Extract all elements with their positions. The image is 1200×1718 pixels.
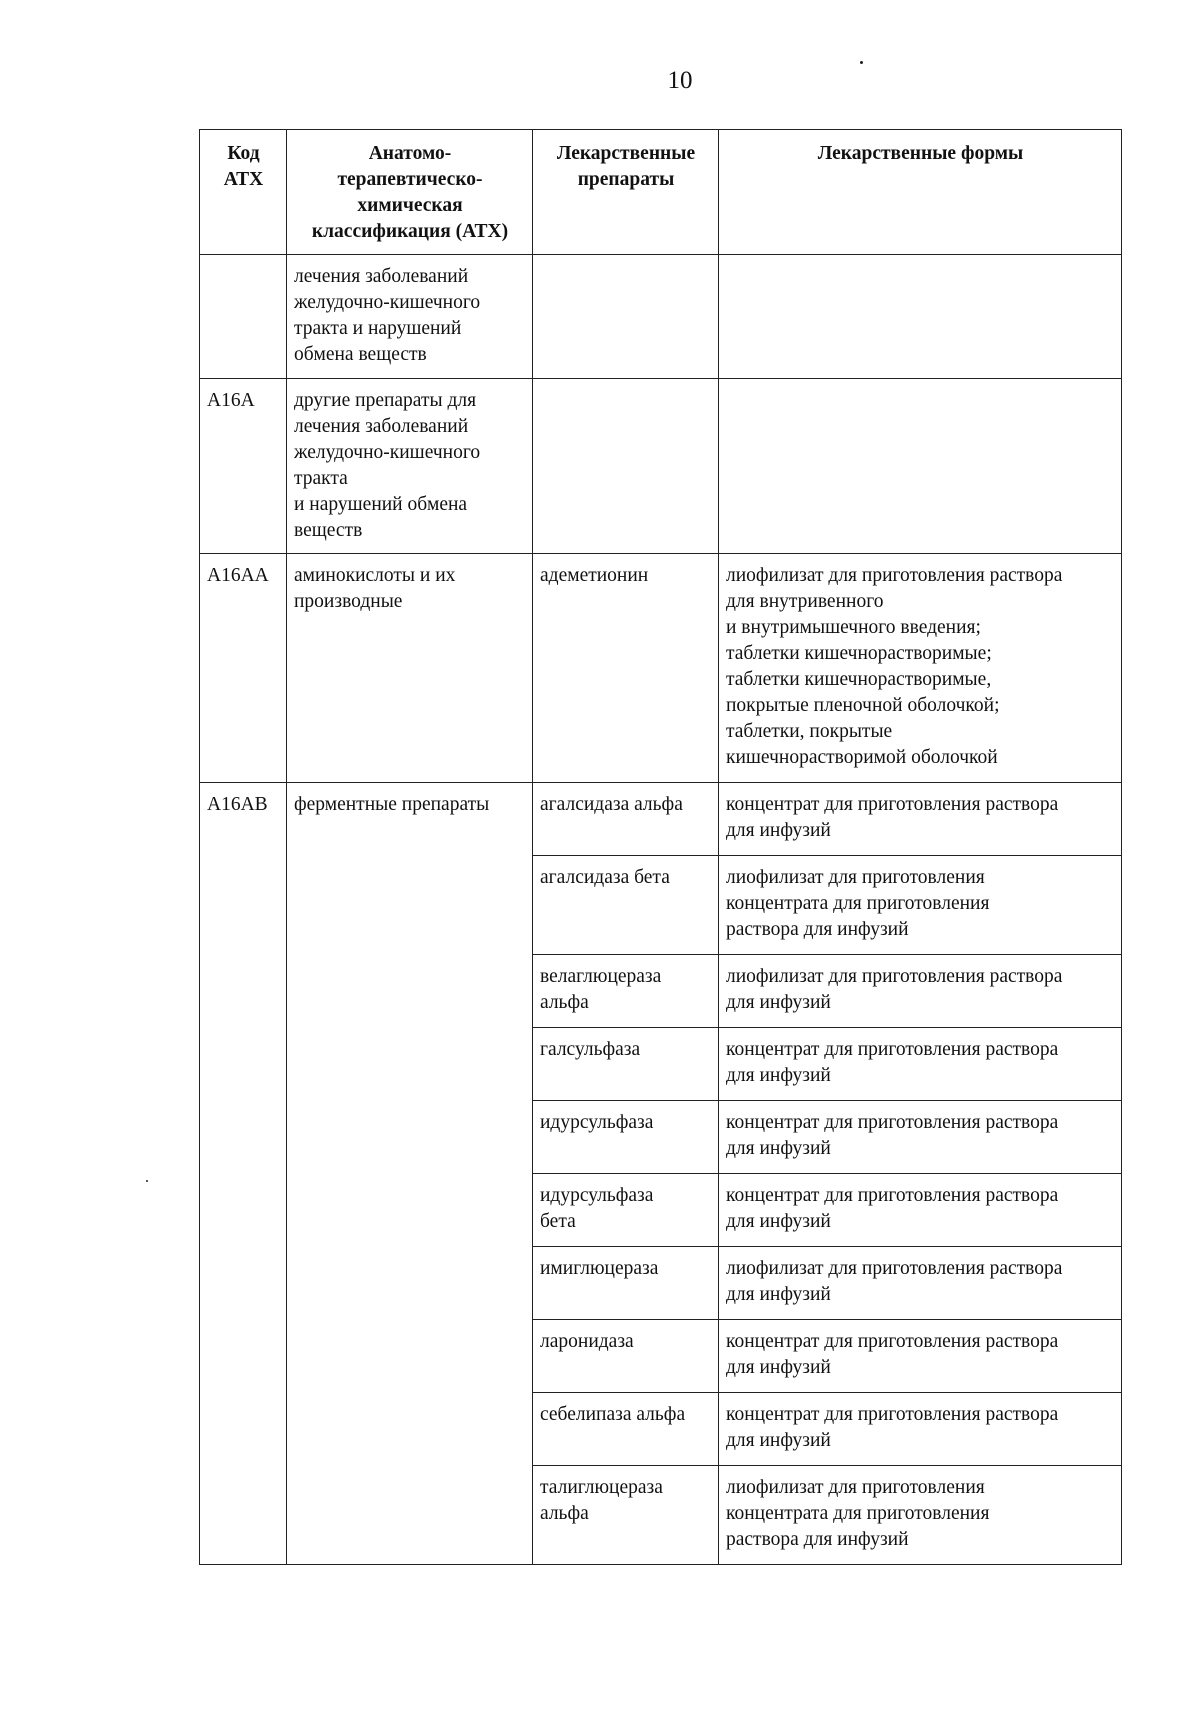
cell-classification: аминокислоты и их производные bbox=[287, 554, 533, 783]
cell-forms: лиофилизат для приготовления раствора для инфузий bbox=[719, 955, 1122, 1028]
scan-speck bbox=[860, 61, 863, 64]
header-row bbox=[200, 130, 1122, 255]
cell-drug: идурсульфаза бета bbox=[533, 1174, 719, 1247]
cell-code bbox=[200, 255, 287, 379]
cell-drug: талиглюцераза альфа bbox=[533, 1466, 719, 1565]
cell-classification: другие препараты для лечения заболеваний желудочно-кишечного тракта и нарушений обмена веществ bbox=[287, 379, 533, 554]
cell-drug: адеметионин bbox=[533, 554, 719, 783]
header-code: Код АТХ bbox=[200, 130, 287, 255]
cell-drug: имиглюцераза bbox=[533, 1247, 719, 1320]
cell-forms: лиофилизат для приготовления концентрата для приготовления раствора для инфузий bbox=[719, 1466, 1122, 1565]
cell-classification: лечения заболеваний желудочно-кишечного тракта и нарушений обмена веществ bbox=[287, 255, 533, 379]
cell-drug bbox=[533, 379, 719, 554]
cell-drug bbox=[533, 255, 719, 379]
cell-forms: концентрат для приготовления раствора для инфузий bbox=[719, 1101, 1122, 1174]
table-row bbox=[200, 379, 1122, 554]
cell-forms: концентрат для приготовления раствора для инфузий bbox=[719, 1174, 1122, 1247]
header-forms: Лекарственные формы bbox=[719, 130, 1122, 255]
table-body bbox=[200, 255, 1122, 1565]
table-row bbox=[200, 255, 1122, 379]
table-header bbox=[200, 130, 1122, 255]
cell-code: A16AA bbox=[200, 554, 287, 783]
cell-forms: концентрат для приготовления раствора для инфузий bbox=[719, 1320, 1122, 1393]
cell-forms: концентрат для приготовления раствора для инфузий bbox=[719, 1393, 1122, 1466]
cell-forms: концентрат для приготовления раствора для инфузий bbox=[719, 783, 1122, 856]
cell-code: A16A bbox=[200, 379, 287, 554]
cell-drug: велаглюцераза альфа bbox=[533, 955, 719, 1028]
cell-forms bbox=[719, 255, 1122, 379]
cell-forms bbox=[719, 379, 1122, 554]
cell-drug: агалсидаза альфа bbox=[533, 783, 719, 856]
cell-forms: лиофилизат для приготовления раствора для внутривенного и внутримышечного введения; таблетки кишечнорастворимые; таблетки кишечнорастворимые, покрытые пленочной оболочкой; таблетки, покрытые кишечнорастворимой оболочкой bbox=[719, 554, 1122, 783]
cell-code: A16AB bbox=[200, 783, 287, 1565]
cell-forms: лиофилизат для приготовления концентрата для приготовления раствора для инфузий bbox=[719, 856, 1122, 955]
table-row bbox=[200, 783, 1122, 856]
header-classification: Анатомо- терапевтическо- химическая классификация (АТХ) bbox=[287, 130, 533, 255]
cell-forms: лиофилизат для приготовления раствора для инфузий bbox=[719, 1247, 1122, 1320]
cell-classification: ферментные препараты bbox=[287, 783, 533, 1565]
header-drugs: Лекарственные препараты bbox=[533, 130, 719, 255]
cell-drug: агалсидаза бета bbox=[533, 856, 719, 955]
cell-forms: концентрат для приготовления раствора для инфузий bbox=[719, 1028, 1122, 1101]
cell-drug: ларонидаза bbox=[533, 1320, 719, 1393]
table-row bbox=[200, 554, 1122, 783]
cell-drug: галсульфаза bbox=[533, 1028, 719, 1101]
atx-table bbox=[199, 129, 1122, 1565]
cell-drug: себелипаза альфа bbox=[533, 1393, 719, 1466]
page-number: 10 bbox=[667, 67, 693, 94]
cell-drug: идурсульфаза bbox=[533, 1101, 719, 1174]
scan-speck bbox=[146, 1180, 148, 1182]
